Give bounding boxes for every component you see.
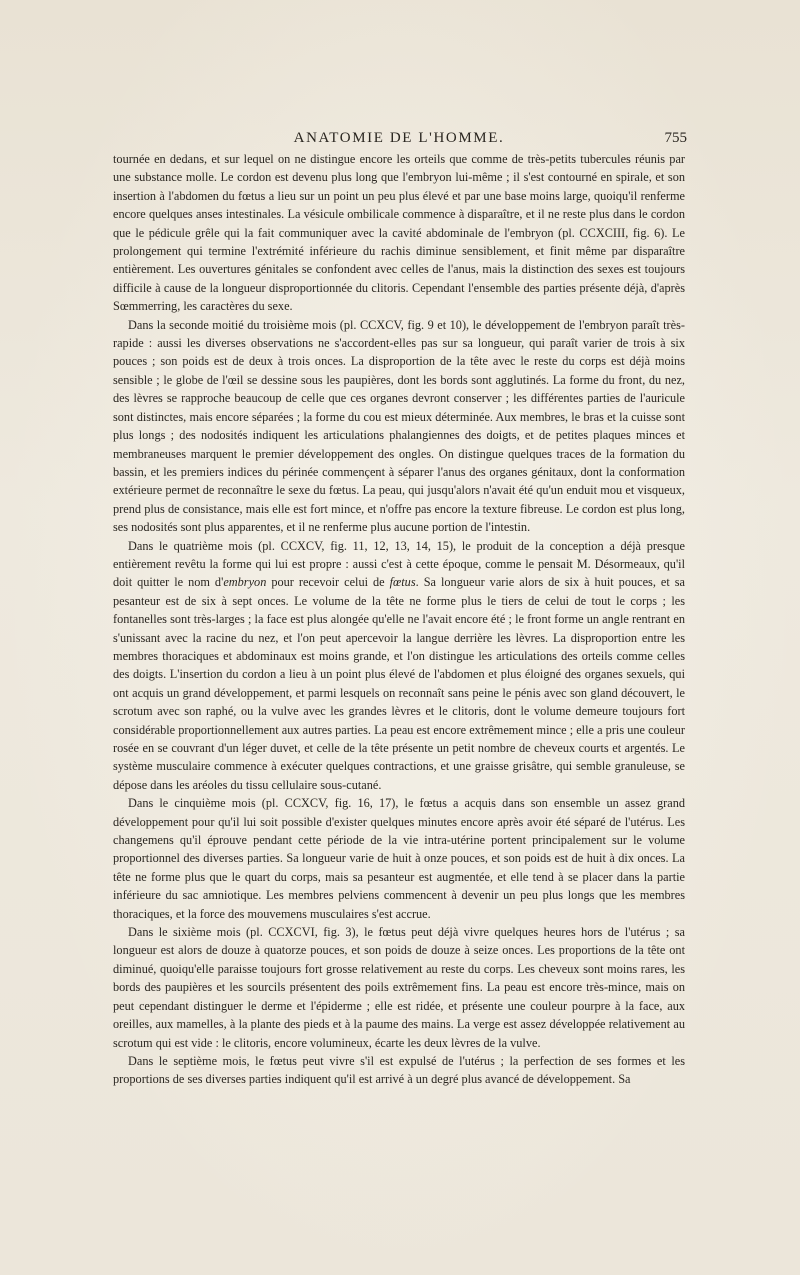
paragraph-text: pour recevoir celui de — [266, 575, 390, 590]
paragraph-fifth-month: Dans le cinquième mois (pl. CCXCV, fig. 16, 17), le fœtus a acquis dans son ensemble un assez grand développement pour qu'il lui soit possible d'exister quelques minutes encore après avoir été séparé de l'utérus. Les changemens qu'il éprouve pendant cette période de la vie intra-utérine portent principalement sur le volume proportionnel des diverses parties. Sa longueur varie de huit à onze pouces, et son poids est de huit à dix onces. La tête ne forme plus que le quart du corps, mais sa pesanteur est augmentée, et elle tend à se placer dans la partie inférieure du sac amniotique. Les membres pelviens commencent à devenir un peu plus longs que les membres thoraciques, et la force des mouvemens musculaires s'est accrue. — [113, 796, 685, 921]
paragraph-fourth-month — [113, 537, 685, 795]
paragraph-text: Dans le quatrième mois (pl. CCXCV, fig. 11, 12, 13, 14, 15), le produit de la conception a déjà presque entièrement revêtu la forme qui lui est propre : aussi c'est à cette époque, comme le pensait M. Désormeaux, qu'il doit quitter le nom d' — [113, 538, 685, 590]
paragraph-text: . Sa longueur varie alors de six à huit pouces, et sa pesanteur est de six à sept onces. Le volume de la tête ne forme plus le tiers de celui de tout le corps ; les fontanelles sont très-larges ; la face est plus alongée qu'elle ne l'avait encore été ; le front forme un angle rentrant en s'unissant avec la racine du nez, et l'on peut apercevoir la langue derrière les lèvres. La disproportion entre les membres thoraciques et abdominaux est moins grande, et l'on distingue les articulations des orteils comme celles des doigts. L'insertion du cordon a lieu à un point plus élevé de l'abdomen et plus éloigné des organes sexuels, qui ont acquis un grand développement, et parmi lesquels on reconnaît sans peine le pénis avec son gland découvert, le scrotum avec son raphé, ou la vulve avec les grandes lèvres et le clitoris, dont le volume demeure toujours fort considérable proportionnellement aux autres parties. La peau est encore extrêmement mince ; elle a pris une couleur rosée en se couvrant d'un léger duvet, et celle de la tête présente un petit nombre de cheveux courts et argentés. Le système musculaire commence à exécuter quelques contractions, et une graisse grisâtre, qui semble granuleuse, se dépose dans les aréoles du tissu cellulaire sous-cutané. — [113, 575, 685, 792]
italic-term-foetus: fœtus — [389, 575, 416, 590]
page-number: 755 — [664, 130, 687, 146]
italic-term-embryon: embryon — [223, 575, 267, 590]
paragraph-third-month: Dans la seconde moitié du troisième mois (pl. CCXCV, fig. 9 et 10), le développement de l'embryon paraît très-rapide : aussi les diverses observations ne s'accordent-elles pas sur sa longueur, qui paraît varier de trois à six pouces ; son poids est de deux à trois onces. La disproportion de la tête avec le reste du corps est déjà moins sensible ; le globe de l'œil se dessine sous les paupières, dont les bords sont agglutinés. La forme du front, du nez, des lèvres se rapproche beaucoup de celle que ces organes devront conserver ; les différentes parties de l'auricule sont distinctes, mais encore séparées ; la forme du cou est mieux déterminée. Aux membres, le bras et la cuisse sont plus longs ; des nodosités indiquent les articulations phalangiennes des doigts, et de petites plaques minces et membraneuses marquent le premier développement des ongles. On distingue quelques traces de la formation du bassin, et les premiers indices du périnée commençent à séparer l'anus des organes génitaux, dont la conformation extérieure permet de reconnaître le sexe du fœtus. La peau, qui jusqu'alors n'avait été qu'un enduit mou et visqueux, prend plus de consistance, mais elle est fort mince, et n'offre pas encore la texture fibreuse. Le cordon est plus long, ses nodosités sont plus apparentes, et il ne renferme plus aucune portion de l'intestin. — [113, 317, 685, 535]
running-head: ANATOMIE DE L'HOMME. — [293, 130, 505, 146]
body-text — [113, 150, 685, 1089]
page-header — [113, 128, 685, 148]
paragraph-continued: tournée en dedans, et sur lequel on ne distingue encore les orteils que comme de très-petits tubercules réunis par une substance molle. Le cordon est devenu plus long que l'embryon lui-même ; il s'est contourné en spirale, et son insertion à l'abdomen du fœtus a lieu sur un point un peu plus élevé et par une base moins large, quoiqu'il renferme encore quelques anses intestinales. La vésicule ombilicale commence à disparaître, et il ne reste plus dans le cordon que le pédicule grêle qui la fait communiquer avec la cavité abdominale de l'embryon (pl. CCXCIII, fig. 6). Le prolongement qui termine l'extrémité inférieure du rachis diminue sensiblement, et finit même par disparaître entièrement. Les ouvertures génitales se confondent avec celles de l'anus, mais la distinction des sexes est toujours difficile à cause de la longueur disproportionnée du clitoris. Cependant l'ensemble des parties présente déjà, d'après Sœmmerring, les caractères du sexe. — [113, 152, 685, 314]
paragraph-sixth-month: Dans le sixième mois (pl. CCXCVI, fig. 3), le fœtus peut déjà vivre quelques heures hors de l'utérus ; sa longueur est alors de douze à quatorze pouces, et son poids de douze à seize onces. Les proportions de la tête ont diminué, quoiqu'elle paraisse toujours fort grosse relativement au reste du corps. Les cheveux sont moins rares, les bords des paupières et les sourcils présentent des poils extrêmement fins. La peau est encore très-mince, mais on peut cependant distinguer le derme et l'épiderme ; elle est ridée, et présente une couleur pourpre à la face, aux oreilles, aux mamelles, à la plante des pieds et à la paume des mains. La verge est assez développée relativement au scrotum qui est vide : le clitoris, encore volumineux, écarte les deux lèvres de la vulve. — [113, 925, 685, 1050]
paragraph-seventh-month: Dans le septième mois, le fœtus peut vivre s'il est expulsé de l'utérus ; la perfection de ses formes et les proportions de ses diverses parties indiquent qu'il est arrivé à un degré plus avancé de développement. Sa — [113, 1053, 685, 1087]
